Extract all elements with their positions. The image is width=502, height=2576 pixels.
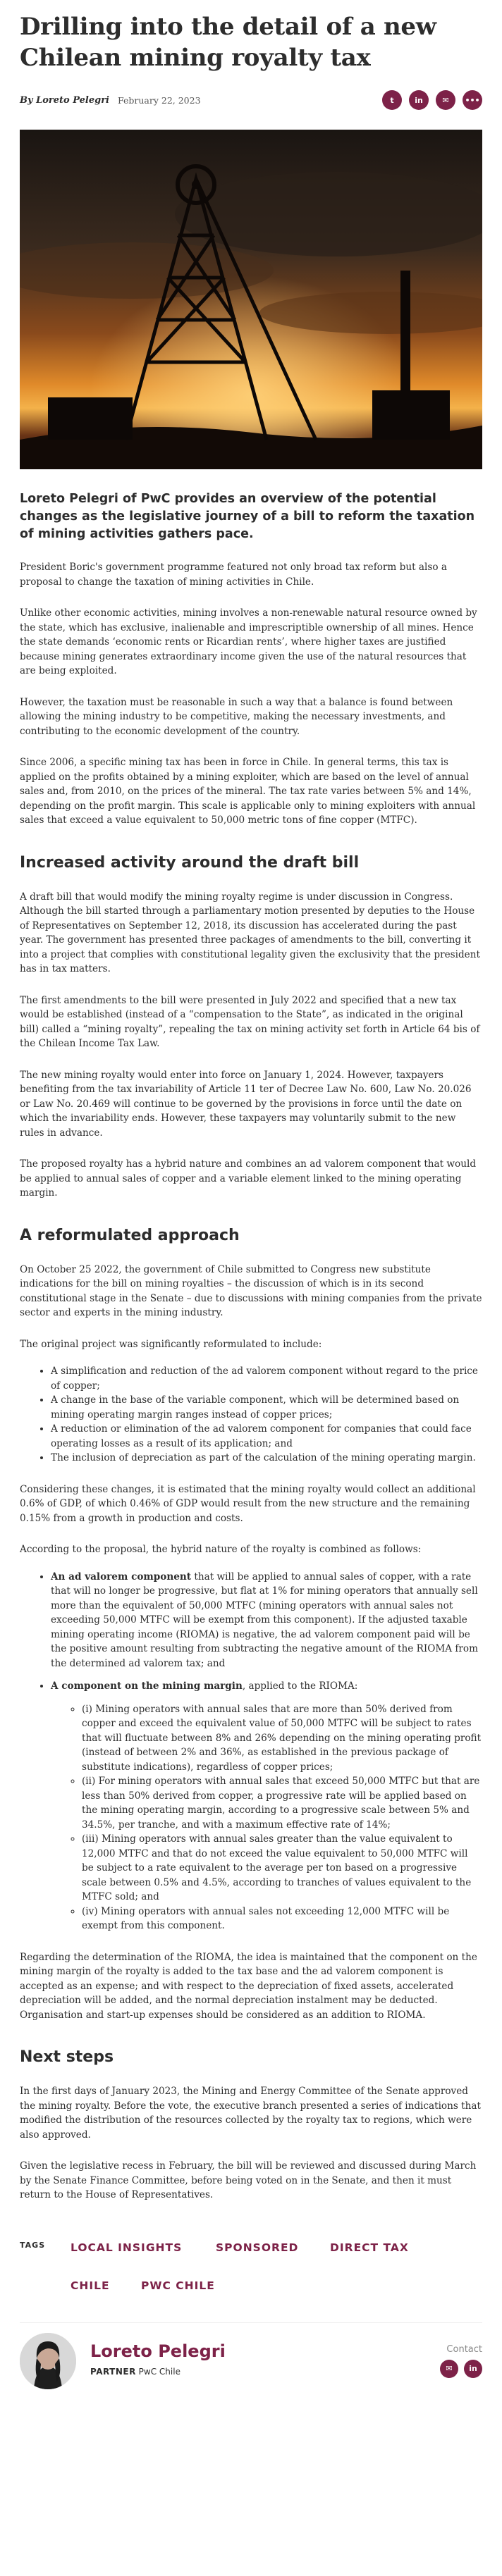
reformulation-list [20, 1364, 482, 1466]
article-meta [20, 86, 482, 114]
email-icon[interactable]: ✉ [436, 90, 455, 110]
mining-headframe-silhouette-image [20, 130, 482, 469]
list-item: ◦ (ii) For mining operators with annual sales that exceed 50,000 MTFC but that are less than 50% derived from copper, a progressive rate will be applied based on the mining operating margin, according to a progressive scale between 5% and 34.5%, per tranche, and with a maximum effective rate of 14%; [82, 1774, 482, 1832]
ad-valorem-text: that will be applied to annual sales of copper, with a rate that will no longer be progressive, but flat at 1% for mining operators that annually sell more than the equivalent of 50,000 MTFC (mining operators with annual sales not exceeding 50,000 MTFC will be exempt from this component). If the adjusted taxable mining operating income (RIOMA) is negative, the ad valorem component paid will be the positive amount resulting from subtracting the negative amount of the RIOMA from the determined ad valorem tax; and [51, 1571, 479, 1669]
paragraph: Unlike other economic activities, mining involves a non-renewable natural resource owned by the state, which has exclusive, inalienable and imprescriptible ownership of all mines. Hence the state demands ‘economic rents or Ricardian rents’, where higher taxes are justified because mining generates extraordinary income given the use of the natural resources that are being exploited. [20, 607, 477, 676]
paragraph: Given the legislative recess in February, the bill will be reviewed and discussed during March by the Senate Finance Committee, before being voted on in the Senate, and then it must return to the House of Representatives. [20, 2160, 477, 2200]
tag-link[interactable]: PWC CHILE [141, 2279, 215, 2292]
paragraph: On October 25 2022, the government of Chile submitted to Congress new substitute indications for the bill on mining royalties – the discussion of which is in its second constitutional stage in the Senate – due to discussions with mining companies from the private sector and experts in the mining industry. [20, 1263, 482, 1318]
author-name[interactable]: Loreto Pelegri [90, 2341, 226, 2361]
byline: By Loreto Pelegri [20, 94, 109, 106]
article-lead: Loreto Pelegri of PwC provides an overview of the potential changes as the legislative journey of a bill to reform the taxation of mining activities gathers pace. [20, 492, 475, 541]
list-item [51, 1570, 482, 1671]
margin-sub-list [51, 1702, 482, 1933]
contact-label: Contact [446, 2343, 482, 2355]
publish-date: February 22, 2023 [118, 94, 201, 106]
list-item: ◦ (i) Mining operators with annual sales that are more than 50% derived from copper and exceed the equivalent value of 50,000 MTFC will be subject to rates that will fluctuate between 8% and 26% depending on the mining operating profit (instead of between 2% and 36%, as established in the previous package of substitute indications), regardless of copper prices; [82, 1702, 482, 1775]
author-card [20, 2322, 482, 2388]
more-icon[interactable]: ••• [463, 90, 482, 110]
list-item: • A change in the base of the variable component, which will be determined based on mining operating margin ranges instead of copper prices; [51, 1393, 482, 1422]
list-item: ◦ (iii) Mining operators with annual sales greater than the value equivalent to 12,000 MTFC and that do not exceed the value equivalent to 50,000 MTFC will be subject to a rate equivalent to the average per ton based on a progressive scale between 0.5% and 4.5%, according to tranches of values equivalent to the MTFC sold; and [82, 1832, 482, 1905]
tag-link[interactable]: SPONSORED [216, 2241, 299, 2254]
paragraph: The original project was significantly reformulated to include: [20, 1338, 322, 1350]
article-body [0, 490, 502, 2298]
list-item: • The inclusion of depreciation as part of the calculation of the mining operating margin. [51, 1451, 482, 1466]
section-heading-draft-bill: Increased activity around the draft bill [20, 853, 360, 872]
margin-component-text: , applied to the RIOMA: [242, 1680, 358, 1692]
paragraph: The proposed royalty has a hybrid nature and combines an ad valorem component that would be applied to annual sales of copper and a variable element linked to the mining operating margin. [20, 1158, 477, 1199]
paragraph: According to the proposal, the hybrid nature of the royalty is combined as follows: [20, 1544, 422, 1555]
ad-valorem-label: An ad valorem component [51, 1571, 192, 1583]
paragraph: Considering these changes, it is estimated that the mining royalty would collect an additional 0.6% of GDP, of which 0.46% of GDP would result from the new structure and the remaining 0.15% from a growth in production and costs. [20, 1483, 476, 1524]
section-heading-reformulated: A reformulated approach [20, 1226, 240, 1244]
paragraph: Since 2006, a specific mining tax has been in force in Chile. In general terms, this tax is applied on the profits obtained by a mining exploiter, which are based on the level of annual sales and, from 2010, on the prices of the mineral. The tax rate varies between 5% and 14%, depending on the profit margin. This scale is applicable only to mining exploiters with annual sales that exceed a value equivalent to 50,000 metric tons of fine copper (MTFC). [20, 757, 476, 826]
author-role-title: PARTNER [90, 2366, 136, 2377]
tags-section [20, 2235, 482, 2298]
avatar[interactable] [20, 2333, 76, 2389]
paragraph: Regarding the determination of the RIOMA, the idea is maintained that the component on the mining margin of the royalty is added to the tax base and the ad valorem component is accepted as an expense; and with respect to the depreciation of fixed assets, accelerated depreciation will be added, and the normal depreciation instalment may be deducted. Organisation and start-up expenses should be considered as an addition to RIOMA. [20, 1951, 477, 2021]
paragraph: In the first days of January 2023, the Mining and Energy Committee of the Senate approved the mining royalty. Before the vote, the executive branch presented a series of indications that modified the distribution of the resources collected by the royalty tax to regions, which were also approved. [20, 2086, 481, 2141]
linkedin-icon[interactable]: in [409, 90, 429, 110]
author-organisation: PwC Chile [135, 2366, 180, 2377]
tags-row [71, 2273, 482, 2298]
paragraph: The first amendments to the bill were presented in July 2022 and specified that a new tax would be established (instead of a “compensation to the State”, as indicated in the original bill) called a “mining royalty”, repealing the tax on mining activity set forth in Article 64 bis of the Chilean Income Tax Law. [20, 994, 480, 1049]
linkedin-icon[interactable]: in [464, 2360, 482, 2378]
author-role [90, 2367, 180, 2377]
tags-label: TAGS [20, 2240, 46, 2250]
contact-buttons [440, 2360, 482, 2378]
list-item: • A simplification and reduction of the ad valorem component without regard to the price of copper; [51, 1364, 482, 1393]
royalty-components-list [20, 1570, 482, 1933]
list-item: ◦ (iv) Mining operators with annual sales not exceeding 12,000 MTFC will be exempt from this component. [82, 1905, 482, 1933]
article-title: Drilling into the detail of a new Chilean mining royalty tax [20, 13, 436, 72]
share-buttons [382, 90, 482, 110]
tag-link[interactable]: CHILE [71, 2279, 110, 2292]
paragraph: The new mining royalty would enter into force on January 1, 2024. However, taxpayers benefiting from the tax invariability of Article 11 ter of Decree Law No. 600, Law No. 20.026 or Law No. 20.469 will continue to be governed by the provisions in force until the date on which the invariability ends. However, these taxpayers may voluntarily submit to the new rules in advance. [20, 1069, 472, 1139]
tag-link[interactable]: LOCAL INSIGHTS [71, 2241, 183, 2254]
tags-row [71, 2235, 482, 2260]
list-item: • A reduction or elimination of the ad valorem component for companies that could face operating losses as a result of its application; and [51, 1422, 482, 1451]
section-heading-next-steps: Next steps [20, 2048, 114, 2066]
twitter-icon[interactable]: t [382, 90, 402, 110]
tag-link[interactable]: DIRECT TAX [330, 2241, 409, 2254]
paragraph: President Boric's government programme featured not only broad tax reform but also a proposal to change the taxation of mining activities in Chile. [20, 562, 447, 588]
author-photo [20, 2333, 76, 2389]
paragraph: A draft bill that would modify the mining royalty regime is under discussion in Congress. Although the bill started through a parliamentary motion presented by deputies to the House of Representatives on September 12, 2018, its discussion has accelerated during the past year. The government has presented three packages of amendments to the bill, converting it into a project that complies with constitutional legality given the exclusivity that the president has in tax matters. [20, 891, 480, 974]
hero-image [20, 130, 482, 469]
email-icon[interactable]: ✉ [440, 2360, 458, 2378]
margin-component-label: A component on the mining margin [51, 1680, 243, 1692]
paragraph: However, the taxation must be reasonable in such a way that a balance is found between allowing the mining industry to be competitive, making the necessary investments, and contributing to the economic development of the country. [20, 696, 453, 737]
list-item [51, 1679, 482, 1933]
